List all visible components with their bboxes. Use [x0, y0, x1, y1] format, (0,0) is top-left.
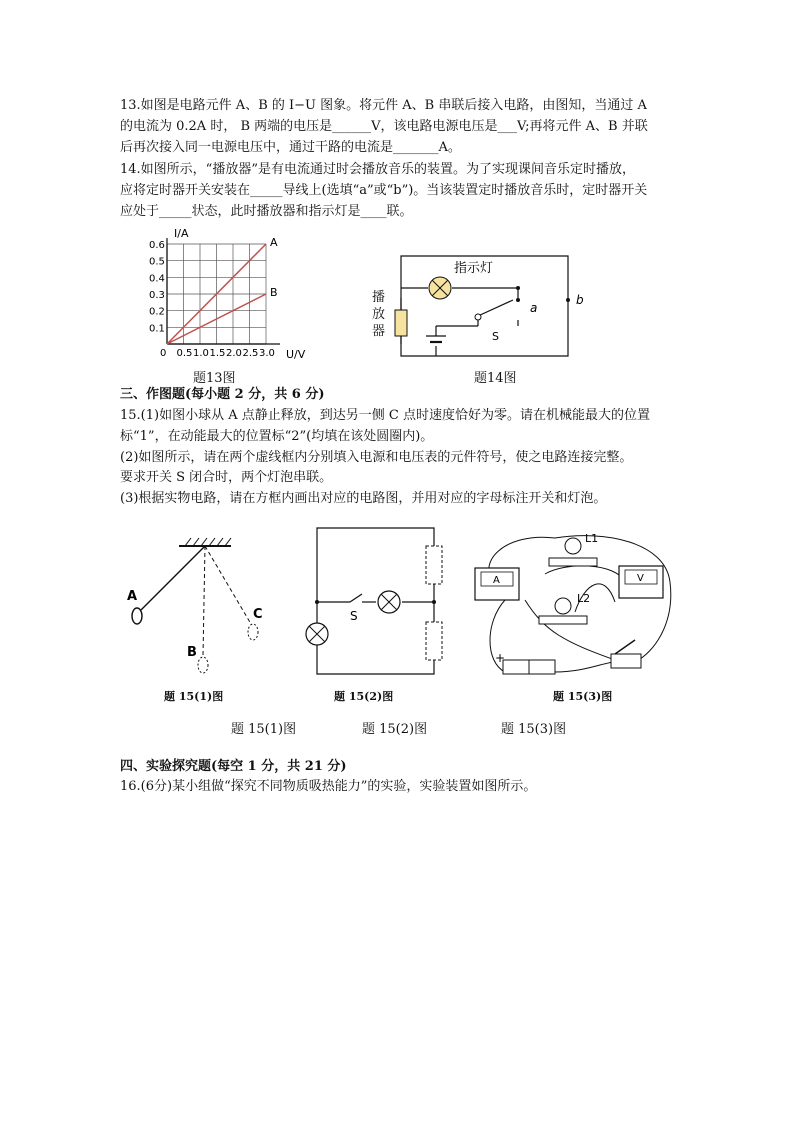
- q15-line-5: (3)根据实物电路，请在方框内画出对应的电路图，并用对应的字母标注开关和灯泡。: [120, 491, 607, 506]
- x-tick-label: 0: [160, 348, 167, 359]
- fig15-3-circuit: [465, 522, 680, 682]
- label-C: C: [253, 607, 263, 622]
- q14-line-2: 应将定时器开关安装在_____导线上(选填“a”或“b”)。当该装置定时播放音乐时，定时器开关: [120, 183, 648, 198]
- x-tick-label: 3.0: [259, 348, 275, 359]
- player-box: [395, 310, 407, 336]
- chart-grid: [167, 238, 280, 344]
- section-4-title: 四、实验探究题(每空 1 分，共 21 分): [120, 759, 347, 774]
- x-tick-label: 1.5: [209, 348, 226, 359]
- q15-line-2: 标“1”，在动能最大的位置标“2”(均填在该处圆圈内)。: [120, 429, 434, 444]
- battery-plus: +: [495, 651, 506, 665]
- label-B: B: [187, 645, 197, 660]
- lamp2-label: L2: [577, 592, 591, 605]
- y-tick-label: 0.5: [149, 256, 165, 268]
- q13-line-2: 的电流为 0.2A 时， B 两端的电压是______V，该电路电源电压是___V;再将元件 A、B 并联: [120, 119, 648, 134]
- x-tick-label: 0.5: [176, 348, 193, 359]
- fig15-3-small-caption: 题 15(3)图: [553, 690, 613, 703]
- q15-line-4: 要求开关 S 闭合时，两个灯泡串联。: [120, 470, 333, 485]
- y-tick-label: 0.6: [149, 240, 165, 251]
- caption-15-3: 题 15(3)图: [501, 722, 567, 737]
- q16-line-1: 16.(6分)某小组做“探究不同物质吸热能力”的实验，实验装置如图所示。: [120, 779, 537, 794]
- fig14-circuit: [368, 250, 584, 370]
- y-tick-label: 0.3: [149, 290, 165, 301]
- lamp2-icon: [555, 598, 571, 614]
- caption-15-2: 题 15(2)图: [362, 722, 428, 737]
- lamp1-base: [549, 558, 597, 566]
- series-label-A: A: [270, 236, 278, 249]
- q15-line-3: (2)如图所示，请在两个虚线框内分别填入电源和电压表的元件符号，使之电路连接完整。: [120, 450, 633, 465]
- fig13-caption: 题13图: [193, 371, 236, 386]
- pendulum-figure: [125, 532, 275, 682]
- section-3-title: 三、作图题(每小题 2 分，共 6 分): [120, 387, 325, 402]
- x-tick-label: 2.5: [242, 348, 259, 359]
- dashed-box-top: [426, 546, 442, 584]
- ammeter-label: A: [493, 575, 500, 586]
- y-axis-label: I/A: [174, 227, 189, 240]
- switch-icon: [475, 314, 481, 320]
- voltmeter-label: V: [637, 573, 644, 584]
- x-axis-label: U/V: [286, 348, 306, 361]
- switch-icon: [611, 654, 641, 668]
- fig15-1-small-caption: 题 15(1)图: [164, 690, 224, 703]
- q13-line-3: 后再次接入同一电源电压中，通过干路的电流是_______A。: [120, 140, 461, 155]
- lamp1-label: L1: [585, 532, 599, 545]
- dashed-box-bottom: [426, 622, 442, 660]
- q14-line-1: 14.如图所示，“播放器”是有电流通过时会播放音乐的装置。为了实现课间音乐定时播放，: [120, 162, 635, 177]
- ball-C: [248, 624, 258, 640]
- x-tick-label: 1.0: [193, 348, 209, 359]
- lamp-label: 指示灯: [454, 261, 494, 276]
- chart-marks: [149, 236, 278, 359]
- wire-b-label: b: [576, 293, 584, 307]
- label-A: A: [127, 589, 138, 604]
- fig14-caption: 题14图: [474, 371, 517, 386]
- switch-label: S: [492, 330, 499, 343]
- q13-line-1: 13.如图是电路元件 A、B 的 I−U 图象。将元件 A、B 串联后接入电路，由图知，当通过 A: [120, 98, 647, 113]
- fig15-2-circuit: [300, 522, 460, 682]
- player-label: 播放器: [372, 290, 386, 339]
- y-tick-label: 0.4: [149, 273, 165, 285]
- lamp1-icon: [565, 538, 581, 554]
- series-label-B: B: [270, 286, 278, 299]
- x-tick-label: 2.0: [226, 348, 242, 359]
- caption-15-1: 题 15(1)图: [231, 722, 297, 737]
- y-tick-label: 0.1: [149, 323, 165, 335]
- fig15-2-small-caption: 题 15(2)图: [334, 690, 394, 703]
- switch-label: S: [350, 609, 358, 623]
- switch-icon: [350, 594, 362, 602]
- q15-line-1: 15.(1)如图小球从 A 点静止释放，到达另一侧 C 点时速度恰好为零。请在机械能最大的位置: [120, 408, 650, 423]
- q14-line-3: 应处于_____状态，此时播放器和指示灯是____联。: [120, 204, 413, 219]
- ball-B: [198, 657, 208, 673]
- ball-A: [132, 608, 142, 624]
- y-tick-label: 0.2: [149, 306, 165, 318]
- wire-a-label: a: [530, 301, 538, 315]
- lamp2-base: [539, 616, 587, 624]
- iu-graph: [140, 226, 320, 366]
